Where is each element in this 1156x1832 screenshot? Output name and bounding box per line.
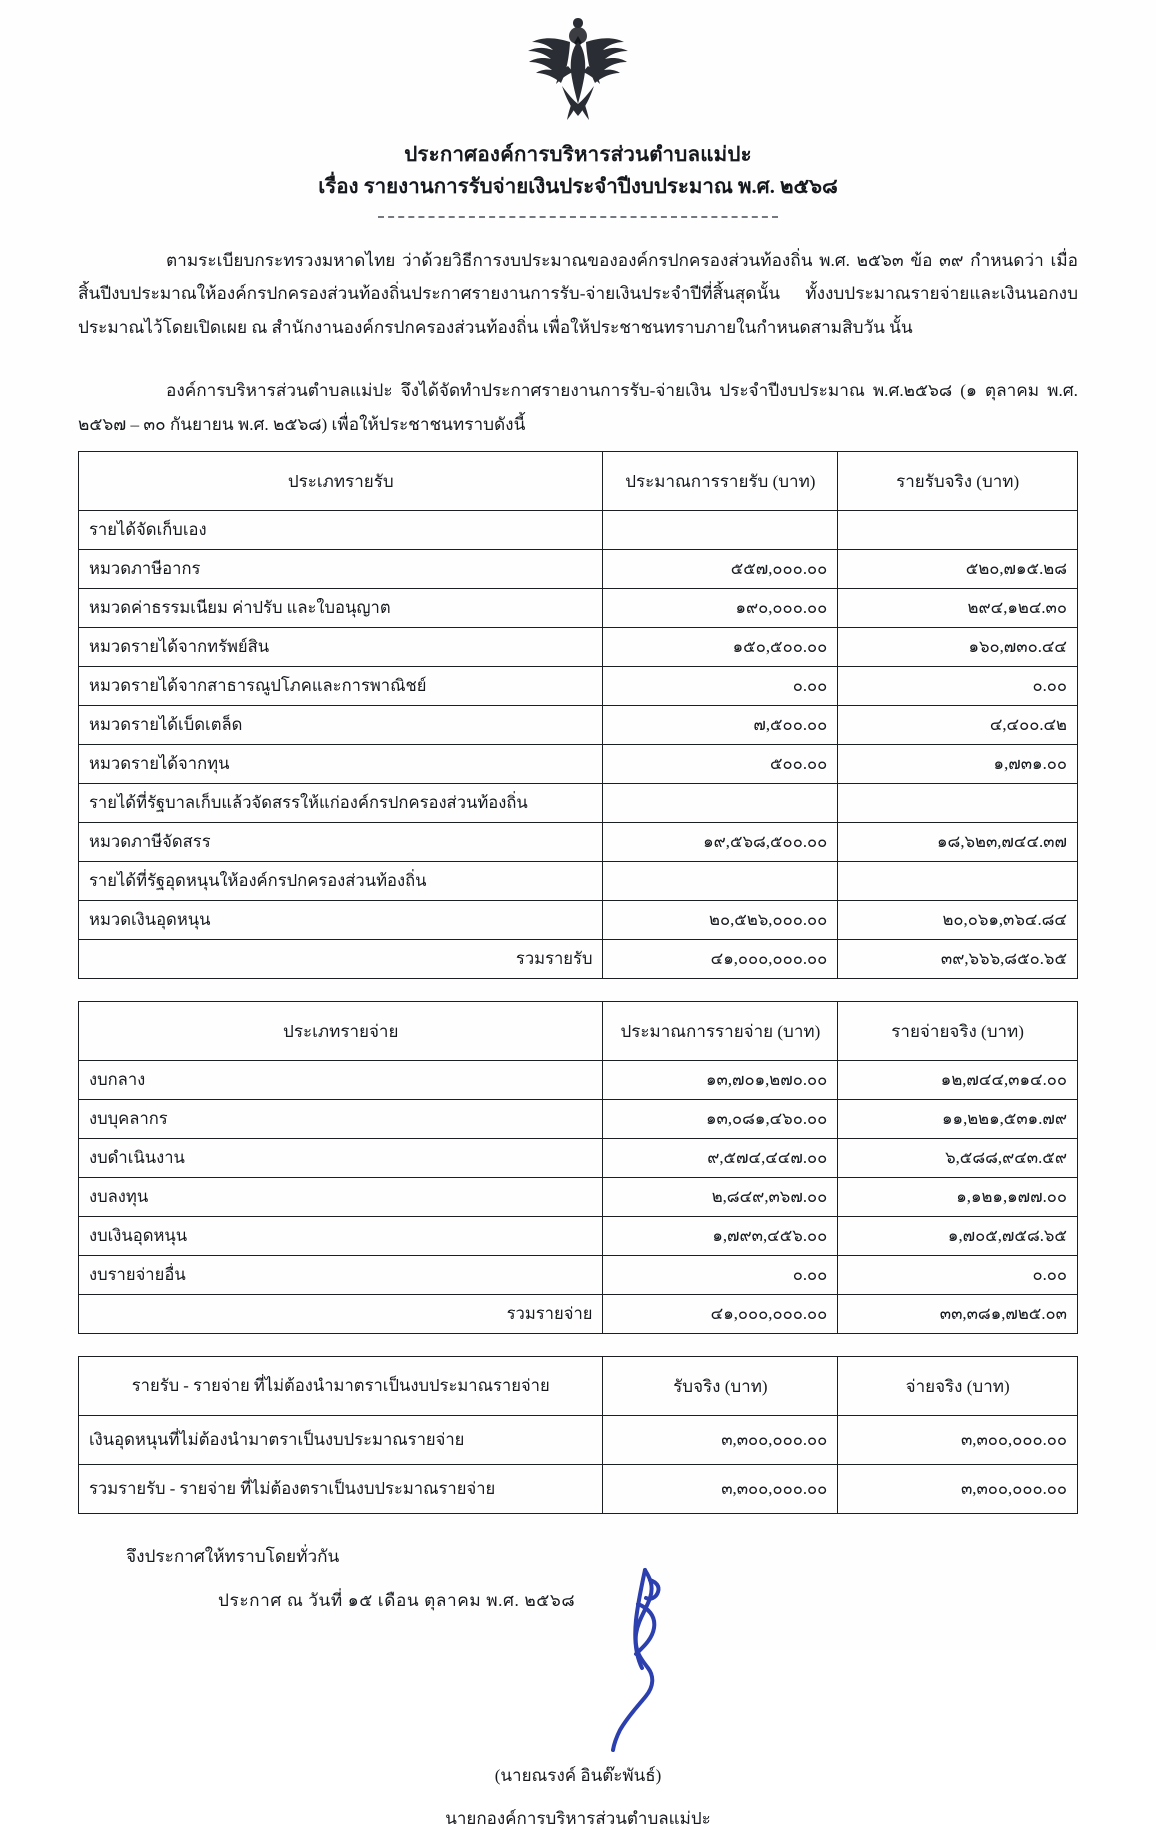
row-estimate	[603, 784, 838, 823]
row-actual: ๒๐,๐๖๑,๓๖๔.๘๔	[838, 901, 1078, 940]
row-actual	[838, 862, 1078, 901]
table-row	[79, 784, 1078, 823]
offbudget-total-row	[79, 1465, 1078, 1514]
table-row	[79, 745, 1078, 784]
body-text	[78, 244, 1078, 442]
table-header-row	[79, 1002, 1078, 1061]
table-gap	[0, 1334, 1156, 1356]
table-header-row	[79, 452, 1078, 511]
revenue-table-wrapper	[78, 451, 1078, 979]
paragraph-2-text: องค์การบริหารส่วนตำบลแม่ปะ จึงได้จัดทำประกาศรายงานการรับ-จ่ายเงิน ประจำปีงบประมาณ พ.ศ.๒๕๖๘ (๑ ตุลาคม พ.ศ. ๒๕๖๗ – ๓๐ กันยายน พ.ศ. ๒๕๖๘) เพื่อให้ประชาชนทราบดังนี้	[78, 381, 1078, 434]
table-row	[79, 706, 1078, 745]
row-paid: ๓,๓๐๐,๐๐๐.๐๐	[838, 1416, 1078, 1465]
garuda-emblem	[0, 0, 1156, 126]
row-label: รายได้ที่รัฐอุดหนุนให้องค์กรปกครองส่วนท้องถิ่น	[79, 862, 603, 901]
dashed-divider	[378, 216, 778, 218]
expense-total-row	[79, 1295, 1078, 1334]
total-estimate: ๔๑,๐๐๐,๐๐๐.๐๐	[603, 940, 838, 979]
signature-mark	[598, 1564, 688, 1754]
table-row	[79, 628, 1078, 667]
row-estimate	[603, 511, 838, 550]
row-label: หมวดเงินอุดหนุน	[79, 901, 603, 940]
row-estimate: ๑๓,๐๘๑,๔๖๐.๐๐	[603, 1100, 838, 1139]
table-row	[79, 667, 1078, 706]
row-estimate: ๗,๕๐๐.๐๐	[603, 706, 838, 745]
row-estimate	[603, 862, 838, 901]
paragraph-announcement	[78, 374, 1078, 441]
row-actual: ๑,๗๐๕,๗๕๘.๖๕	[838, 1217, 1078, 1256]
row-label: งบกลาง	[79, 1061, 603, 1100]
row-label: รายได้ที่รัฐบาลเก็บแล้วจัดสรรให้แก่องค์กรปกครองส่วนท้องถิ่น	[79, 784, 603, 823]
row-actual: ๐.๐๐	[838, 667, 1078, 706]
notice-text: จึงประกาศให้ทราบโดยทั่วกัน	[126, 1547, 340, 1567]
row-estimate: ๐.๐๐	[603, 667, 838, 706]
table-row	[79, 901, 1078, 940]
row-label: หมวดรายได้จากทุน	[79, 745, 603, 784]
row-label: งบดำเนินงาน	[79, 1139, 603, 1178]
expense-table-wrapper	[78, 1001, 1078, 1334]
row-label: งบรายจ่ายอื่น	[79, 1256, 603, 1295]
row-label: งบลงทุน	[79, 1178, 603, 1217]
table-row	[79, 550, 1078, 589]
row-estimate: ๒,๘๔๙,๓๖๗.๐๐	[603, 1178, 838, 1217]
total-actual: ๓๓,๓๘๑,๗๒๕.๐๓	[838, 1295, 1078, 1334]
row-label: หมวดค่าธรรมเนียม ค่าปรับ และใบอนุญาต	[79, 589, 603, 628]
paragraph-regulation	[78, 244, 1078, 345]
total-received: ๓,๓๐๐,๐๐๐.๐๐	[603, 1465, 838, 1514]
revenue-total-row	[79, 940, 1078, 979]
total-label: รวมรายรับ	[79, 940, 603, 979]
row-actual	[838, 511, 1078, 550]
table-row	[79, 1178, 1078, 1217]
row-estimate: ๕๕๗,๐๐๐.๐๐	[603, 550, 838, 589]
expense-table	[78, 1001, 1078, 1334]
offbudget-header-paid: จ่ายจริง (บาท)	[838, 1357, 1078, 1416]
total-paid: ๓,๓๐๐,๐๐๐.๐๐	[838, 1465, 1078, 1514]
paragraph-1-text: ตามระเบียบกระทรวงมหาดไทย ว่าด้วยวิธีการงบประมาณขององค์กรปกครองส่วนท้องถิ่น พ.ศ. ๒๕๖๓ ข้อ ๓๙ กำหนดว่า เมื่อสิ้นปีงบประมาณให้องค์กรปกครองส่วนท้องถิ่นประกาศรายงานการรับ-จ่ายเงินประจำปีที่สิ้นสุดนั้น ทั้งงบประมาณรายจ่ายและเงินนอกงบประมาณไว้โดยเปิดเผย ณ สำนักงานองค์กรปกครองส่วนท้องถิ่น เพื่อให้ประชาชนทราบภายในกำหนดสามสิบวัน นั้น	[78, 250, 1078, 337]
row-actual: ๑,๑๒๑,๑๗๗.๐๐	[838, 1178, 1078, 1217]
expense-header-actual: รายจ่ายจริง (บาท)	[838, 1002, 1078, 1061]
signature-name: (นายณรงค์ อินต๊ะพันธ์)	[494, 1766, 662, 1786]
announcement-date: ประกาศ ณ วันที่ ๑๕ เดือน ตุลาคม พ.ศ. ๒๕๖๘	[218, 1591, 576, 1611]
row-estimate: ๑๙๐,๐๐๐.๐๐	[603, 589, 838, 628]
row-estimate: ๑๙,๕๖๘,๕๐๐.๐๐	[603, 823, 838, 862]
row-label: หมวดภาษีจัดสรร	[79, 823, 603, 862]
row-estimate: ๙,๕๗๔,๔๔๗.๐๐	[603, 1139, 838, 1178]
row-actual: ๑,๗๓๑.๐๐	[838, 745, 1078, 784]
table-row	[79, 1256, 1078, 1295]
total-estimate: ๔๑,๐๐๐,๐๐๐.๐๐	[603, 1295, 838, 1334]
expense-header-type: ประเภทรายจ่าย	[79, 1002, 603, 1061]
row-estimate: ๕๐๐.๐๐	[603, 745, 838, 784]
row-label: เงินอุดหนุนที่ไม่ต้องนำมาตราเป็นงบประมาณรายจ่าย	[79, 1416, 603, 1465]
table-row	[79, 823, 1078, 862]
total-label: รวมรายรับ - รายจ่าย ที่ไม่ต้องตราเป็นงบประมาณรายจ่าย	[79, 1465, 603, 1514]
offbudget-table	[78, 1356, 1078, 1514]
row-actual	[838, 784, 1078, 823]
row-label: หมวดรายได้จากสาธารณูปโภคและการพาณิชย์	[79, 667, 603, 706]
row-actual: ๕๒๐,๗๑๕.๒๘	[838, 550, 1078, 589]
total-actual: ๓๙,๖๖๖,๘๕๐.๖๕	[838, 940, 1078, 979]
footer-block	[78, 1542, 1078, 1832]
revenue-header-estimate: ประมาณการรายรับ (บาท)	[603, 452, 838, 511]
row-label: หมวดรายได้เบ็ดเตล็ด	[79, 706, 603, 745]
table-row	[79, 511, 1078, 550]
row-label: รายได้จัดเก็บเอง	[79, 511, 603, 550]
table-row	[79, 1217, 1078, 1256]
table-header-row	[79, 1357, 1078, 1416]
offbudget-table-wrapper	[78, 1356, 1078, 1514]
page-title: ประกาศองค์การบริหารส่วนตำบลแม่ปะ	[404, 144, 752, 166]
row-estimate: ๒๐,๕๒๖,๐๐๐.๐๐	[603, 901, 838, 940]
row-received: ๓,๓๐๐,๐๐๐.๐๐	[603, 1416, 838, 1465]
revenue-header-actual: รายรับจริง (บาท)	[838, 452, 1078, 511]
row-estimate: ๑๕๐,๕๐๐.๐๐	[603, 628, 838, 667]
table-row	[79, 1100, 1078, 1139]
row-actual: ๑๑,๒๒๑,๕๓๑.๗๙	[838, 1100, 1078, 1139]
row-actual: ๑๖๐,๗๓๐.๔๔	[838, 628, 1078, 667]
title-block	[0, 140, 1156, 218]
table-gap	[0, 979, 1156, 1001]
row-estimate: ๑,๗๙๓,๔๕๖.๐๐	[603, 1217, 838, 1256]
expense-header-estimate: ประมาณการรายจ่าย (บาท)	[603, 1002, 838, 1061]
page-subtitle: เรื่อง รายงานการรับจ่ายเงินประจำปีงบประมาณ พ.ศ. ๒๕๖๘	[318, 175, 838, 198]
row-actual: ๒๙๔,๑๒๔.๓๐	[838, 589, 1078, 628]
row-actual: ๑๘,๖๒๓,๗๔๔.๓๗	[838, 823, 1078, 862]
table-row	[79, 1416, 1078, 1465]
row-actual: ๔,๔๐๐.๔๒	[838, 706, 1078, 745]
row-actual: ๑๒,๗๔๔,๓๑๔.๐๐	[838, 1061, 1078, 1100]
row-estimate: ๑๓,๗๐๑,๒๗๐.๐๐	[603, 1061, 838, 1100]
signature-role: นายกองค์การบริหารส่วนตำบลแม่ปะ	[445, 1809, 711, 1829]
offbudget-header-received: รับจริง (บาท)	[603, 1357, 838, 1416]
table-row	[79, 589, 1078, 628]
row-label: งบเงินอุดหนุน	[79, 1217, 603, 1256]
revenue-header-type: ประเภทรายรับ	[79, 452, 603, 511]
table-row	[79, 862, 1078, 901]
table-row	[79, 1061, 1078, 1100]
row-label: หมวดภาษีอากร	[79, 550, 603, 589]
row-actual: ๖,๕๘๘,๙๔๓.๕๙	[838, 1139, 1078, 1178]
revenue-table	[78, 451, 1078, 979]
row-actual: ๐.๐๐	[838, 1256, 1078, 1295]
table-row	[79, 1139, 1078, 1178]
row-label: งบบุคลากร	[79, 1100, 603, 1139]
row-label: หมวดรายได้จากทรัพย์สิน	[79, 628, 603, 667]
offbudget-header-type: รายรับ - รายจ่าย ที่ไม่ต้องนำมาตราเป็นงบประมาณรายจ่าย	[79, 1357, 603, 1416]
row-estimate: ๐.๐๐	[603, 1256, 838, 1295]
total-label: รวมรายจ่าย	[79, 1295, 603, 1334]
